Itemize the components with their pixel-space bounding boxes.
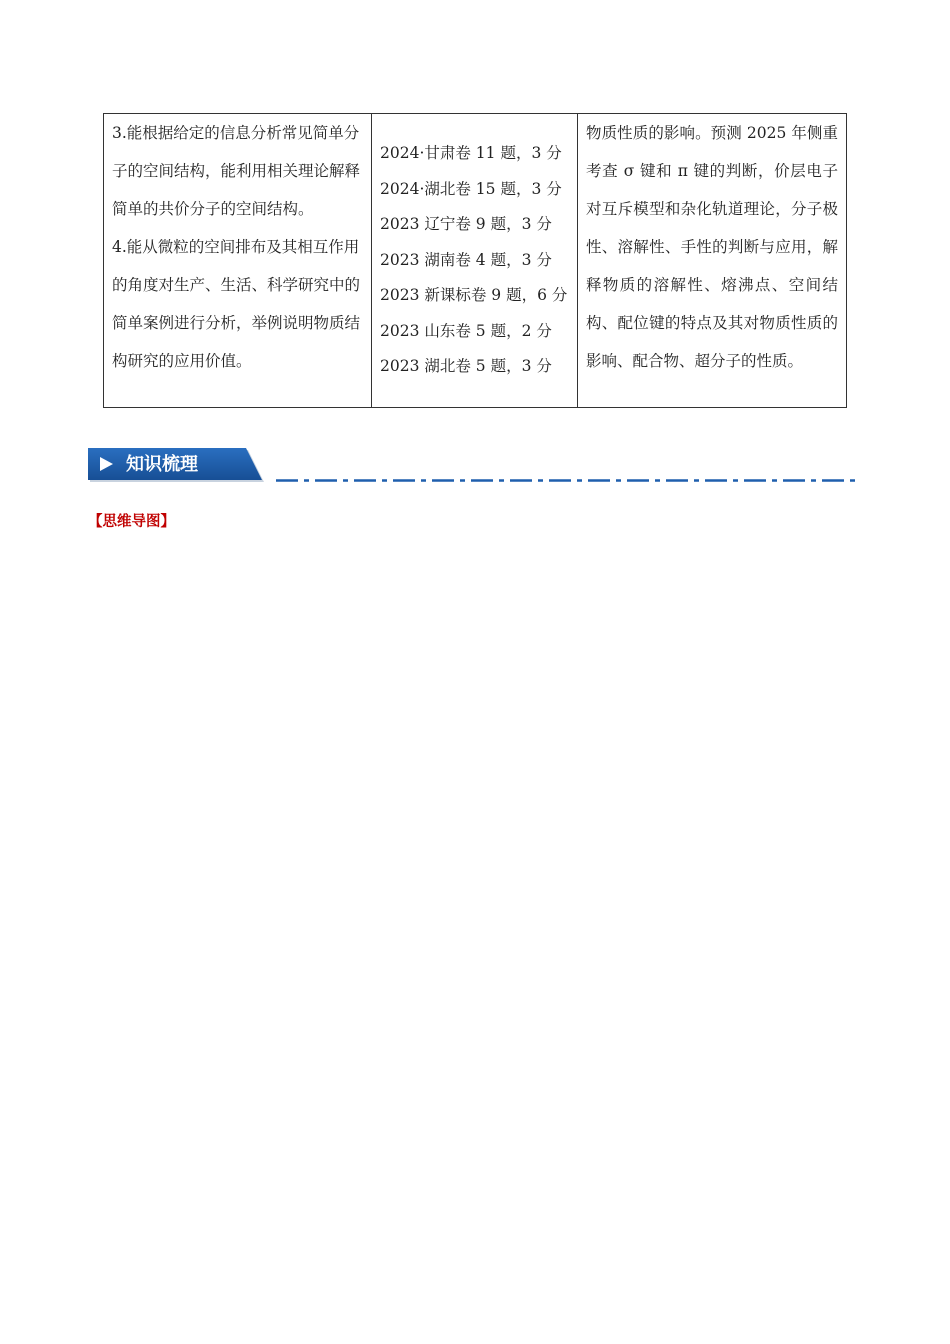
objectives-cell bbox=[104, 114, 372, 408]
mindmap-heading: 【思维导图】 bbox=[88, 514, 175, 530]
exam-item: 2023 新课标卷 9 题，6 分 bbox=[380, 286, 568, 304]
objective-3: 3.能根据给定的信息分析常见简单分子的空间结构，能利用相关理论解释简单的共价分子的空间结构。 bbox=[112, 124, 361, 218]
exam-item: 2023 辽宁卷 9 题，3 分 bbox=[380, 215, 552, 233]
dash-dot-divider bbox=[276, 479, 860, 482]
exam-item: 2023 湖北卷 5 题，3 分 bbox=[380, 357, 552, 375]
exam-item: 2023 湖南卷 4 题，3 分 bbox=[380, 250, 552, 269]
objective-4: 4.能从微粒的空间排布及其相互作用的角度对生产、生活、科学研究中的简单案例进行分析，举例说明物质结构研究的应用价值。 bbox=[112, 238, 361, 370]
exam-item: 2024·甘肃卷 11 题，3 分 bbox=[380, 144, 562, 162]
analysis-cell bbox=[578, 114, 847, 408]
exam-analysis-table bbox=[103, 113, 847, 408]
analysis-text: 物质性质的影响。预测 2025 年侧重考查 σ 键和 π 键的判断，价层电子对互斥模型和杂化轨道理论，分子极性、溶解性、手性的判断与应用，解释物质的溶解性、熔沸点、空间结构、配位键的特点及其对物质性质的影响、配合物、超分子的性质。 bbox=[586, 124, 838, 370]
exam-item: 2024·湖北卷 15 题，3 分 bbox=[380, 179, 562, 198]
section-title: 知识梳理 bbox=[126, 454, 198, 475]
section-banner bbox=[88, 448, 268, 484]
exams-cell bbox=[372, 114, 578, 408]
table-row bbox=[104, 114, 847, 408]
play-icon bbox=[100, 457, 113, 471]
exam-item: 2023 山东卷 5 题，2 分 bbox=[380, 321, 552, 340]
